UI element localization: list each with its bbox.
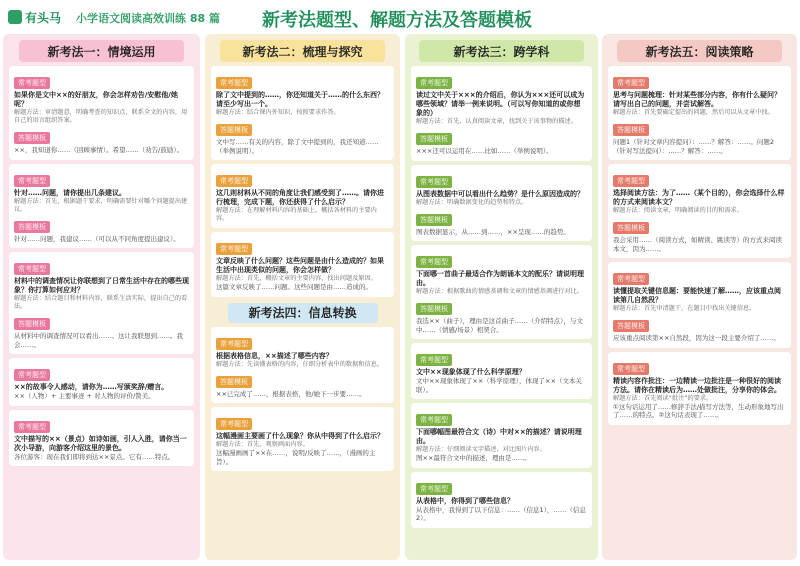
logo-text: 有头马	[25, 10, 62, 25]
section-tag: 常考题型	[14, 369, 50, 381]
question-block	[411, 343, 592, 399]
template-text: 从材料中的调查情况可以看出……。这让我联想到……。我会……。	[14, 332, 183, 349]
section-tag: 常考题型	[216, 175, 252, 187]
section-tag: 常考题型	[216, 338, 252, 350]
section-tag: 答题模板	[613, 124, 649, 136]
template-text: ××已完成了……，根据表格，他/她下一步要……。	[216, 389, 366, 398]
template-text: 各位游客：现在我们即将到达××景点。它有……特点。	[14, 452, 175, 461]
section-tag: 答题模板	[416, 133, 452, 145]
section-tag: 常考题型	[216, 77, 252, 89]
question-block	[608, 352, 791, 425]
question-block	[411, 165, 592, 242]
template-text: 从表格中，我得到了以下信息：……（信息1），……（信息2）。	[416, 505, 586, 522]
template-text: 我会采用……（阅读方式，如精读、跳读等）的方式来阅读本文，因为……。	[613, 236, 782, 253]
question-text: 下面哪一首曲子最适合作为朗诵本文的配乐？请说明理由。	[416, 270, 584, 287]
question-block	[211, 164, 394, 228]
section-tag: 常考题型	[14, 421, 50, 433]
section-tag: 常考题型	[14, 175, 50, 187]
template-text: 这幅漫画画了××在……，说明/反映了……，（漫画的主旨）。	[216, 449, 376, 466]
section-tag: 常考题型	[416, 256, 452, 268]
question-block	[9, 66, 194, 160]
section-tag: 常考题型	[613, 77, 649, 89]
method-text: 解题方法：首先，根据题干要求，明确需要针对哪个问题提出建议。	[14, 197, 188, 213]
question-text: 文中描写的××（景点）如诗如画，引人入胜，请你当一次小导游，向游客介绍这里的景色。	[14, 434, 187, 452]
section-tag: 答题模板	[613, 320, 649, 332]
section-tag: 答题模板	[216, 376, 252, 388]
question-text: 材料中的调查情况让你联想到了日常生活中存在的哪些现象？你打算如何应对？	[14, 277, 189, 294]
template-text: 应该重点阅读第××自然段，因为这一段主要介绍了……。	[613, 334, 780, 342]
section-tag: 常考题型	[14, 77, 50, 89]
template-text: ①这句话运用了……修辞手法/描写方法等，生动形象地写出了……的特点。②这句话表现了……。	[613, 402, 784, 419]
question-block	[9, 358, 194, 406]
brand-logo	[8, 8, 61, 26]
question-text: 这几则材料从不同的角度让我们感受到了……。请你进行梳理，完成下题，你还获得了什么启示？	[216, 189, 384, 206]
method-text: 解题方法：首先，认真阅读文章，找到关于该事物的描述。	[416, 118, 577, 125]
column-title: 新考法四：信息转换	[228, 303, 378, 323]
template-text: 文中××现象体现了××（科学原理），体现了××（文本关联）。	[416, 377, 582, 394]
question-block	[9, 410, 194, 467]
method-text: 解题方法：仔细阅读文字描述，对比图片内容。	[416, 446, 546, 453]
question-block	[411, 66, 592, 161]
question-block	[9, 164, 194, 249]
column-title: 新考法三：跨学科	[419, 40, 584, 62]
question-block	[608, 262, 791, 348]
method-text: 解题方法：首先要确定提出的问题，然后可以从文章中找。	[613, 109, 774, 116]
question-text: 选择阅读方法：为了……（某个目的），你会选择什么样的方式来阅读本文？	[613, 189, 785, 206]
question-block	[211, 66, 394, 160]
method-text: 解题方法：在理解材料内容的基础上，概括各材料的主要内容。	[216, 207, 377, 222]
question-block	[211, 232, 394, 297]
section-tag: 常考题型	[613, 273, 649, 285]
template-text: 我选××（曲子），理由是这首曲子……（介绍特点），与文中……（情感/场景）相契合。	[416, 317, 583, 334]
column-scenario	[3, 34, 200, 560]
question-block	[9, 252, 194, 354]
method-text: 解题方法：明确数据变化的趋势和特点。	[416, 198, 528, 206]
template-text: 文中写……有关的内容，除了文中提到的，我还知道……（举例说明）。	[216, 138, 379, 155]
method-text: 解题方法：审清题意，明确考查的知识点，联系全文的内容，用自己的语言组织答案。	[14, 109, 188, 124]
question-text: 文中××现象体现了什么科学原理？	[416, 368, 526, 376]
section-tag: 答题模板	[216, 124, 252, 136]
question-text: 这幅漫画主要画了什么现象？你从中得到了什么启示？	[216, 432, 384, 440]
section-tag: 答题模板	[613, 222, 649, 234]
question-text: ××的故事令人感动，请你为……写颁奖辞/赠言。	[14, 383, 169, 391]
template-text: 图表数据显示，从……到……，××呈现……的趋势。	[416, 227, 570, 236]
method-text: 解题方法：先读懂表格的内容，仔细分析表中的数据和信息。	[216, 360, 384, 368]
section-tag: 答题模板	[416, 303, 452, 315]
question-block	[608, 66, 791, 160]
question-block	[411, 245, 592, 339]
section-tag: 常考题型	[216, 243, 252, 255]
method-text: 解题方法：首先，概括文章的主要内容，找出问题及原因。	[216, 275, 377, 282]
template-text: 问题1（针对文章内容提问）：……？解答：……。问题2（针对写法提问）：……？解答：……。	[613, 138, 775, 155]
column-title: 新考法二：梳理与探究	[220, 40, 385, 62]
section-tag: 常考题型	[416, 483, 452, 495]
template-text: ×××还可以运用在……比如……（举例说明）。	[416, 147, 553, 155]
question-text: 思考与问题梳理：针对某些部分内容，你有什么疑问？请写出自己的问题，并尝试解答。	[613, 91, 781, 108]
page-title: 新考法题型、解题方法及答题模板	[262, 10, 532, 31]
section-tag: 常考题型	[613, 363, 649, 375]
section-tag: 常考题型	[416, 414, 452, 426]
section-tag: 答题模板	[416, 214, 452, 226]
column-cross-discipline	[405, 34, 598, 560]
question-text: 读过文中关于×××的介绍后，你认为×××还可以成为哪些领域？请举一例来说明。（可以写你知道的或你想象的）	[416, 91, 585, 117]
template-text: ××（人物）+ 主要事迹 + 对人物的评价/赞美。	[14, 392, 155, 400]
question-text: 针对……问题，请你提出几条建议。	[14, 188, 126, 197]
question-text: 下面哪幅图最符合文（诗）中对××的描述？请说明理由。	[416, 428, 582, 445]
method-text: 解题方法：首先审清题干，在题目中找出关键信息。	[613, 305, 756, 312]
question-text: 根据表格信息，××描述了哪些内容？	[216, 351, 333, 360]
template-text: ××，我知道你……（回顾事情）。希望……（劝告/鼓励）。	[14, 146, 184, 154]
question-text: 精读内容作批注：一边精读一边批注是一种很好的阅读方法。请你在精读后为……处做批注，分享你的体会。	[613, 376, 781, 394]
method-text: 解题方法：结合课内外知识，按照要求作答。	[216, 109, 340, 116]
template-text: 这篇文章反映了……问题。这些问题是由……造成的。	[216, 283, 372, 291]
column-title: 新考法一：情境运用	[19, 40, 184, 62]
question-text: 除了文中提到的……，你还知道关于……的什么东西？请至少写出一个。	[216, 91, 384, 108]
section-tag: 常考题型	[416, 176, 452, 188]
question-text: 文章反映了什么问题？这些问题是由什么造成的？如果生活中出现类似的问题，你会怎样做？	[216, 257, 384, 274]
section-tag: 答题模板	[14, 132, 50, 144]
section-tag: 常考题型	[416, 354, 452, 366]
question-block	[411, 403, 592, 468]
section-tag: 答题模板	[14, 318, 50, 330]
question-text: 如果你是文中××的好朋友，你会怎样劝告/安慰他/她呢？	[14, 91, 178, 108]
book-subtitle: 小学语文阅读高效训练 88 篇	[76, 12, 220, 25]
page-header	[0, 0, 800, 34]
method-text: 解题方法：首先，观察画面内容。	[216, 441, 309, 448]
method-text: 解题方法：首先阅读“批注”的要求。	[613, 394, 713, 402]
section-tag: 答题模板	[14, 221, 50, 233]
question-block	[211, 407, 394, 471]
question-text: 从图表数据中可以看出什么趋势？是什么原因造成的？	[416, 189, 584, 198]
column-reading-strategy	[602, 34, 797, 560]
horse-logo-icon	[8, 10, 22, 24]
section-tag: 常考题型	[14, 263, 50, 275]
method-text: 解题方法：根据歌曲的情感基调和文章的情感基调进行对比。	[416, 288, 584, 295]
column-title: 新考法五：阅读策略	[617, 40, 782, 62]
question-block	[411, 472, 592, 528]
section-tag: 常考题型	[416, 77, 452, 89]
method-text: 解题方法：阅读文章，明确阅读的目的和需求。	[613, 207, 743, 214]
question-text: 从表格中，你得到了哪些信息？	[416, 496, 514, 505]
section-tag: 常考题型	[613, 175, 649, 187]
template-text: 针对……问题，我建议……（可以从不同角度提出建议）。	[14, 234, 180, 243]
section-tag: 常考题型	[216, 418, 252, 430]
column-explore	[205, 34, 400, 560]
question-block	[608, 164, 791, 258]
question-block	[211, 327, 394, 404]
method-text: 解题方法：结合题目和材料内容，联系生活实际，提出自己的看法。	[14, 295, 188, 310]
question-text: 读懂提取关键信息题：要能快速了解……，应该重点阅读第几自然段？	[613, 287, 781, 304]
template-text: 图××最符合文中的描述，理由是……。	[416, 454, 531, 462]
